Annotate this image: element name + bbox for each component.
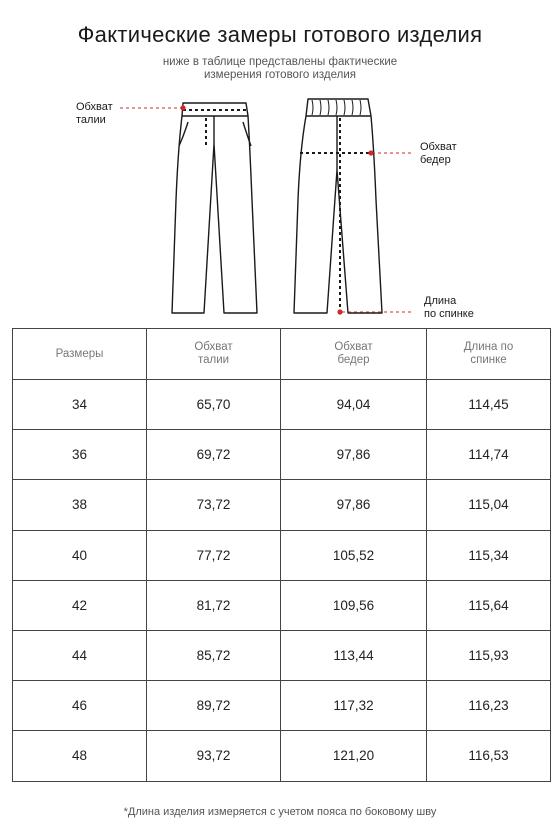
- hips-cell: 113,44: [281, 630, 427, 680]
- size-cell: 38: [13, 480, 147, 530]
- waist-cell: 93,72: [147, 731, 281, 781]
- size-cell: 36: [13, 430, 147, 480]
- size-cell: 42: [13, 580, 147, 630]
- subtitle-line-1: ниже в таблице представлены фактические: [162, 56, 398, 68]
- hips-cell: 117,32: [281, 681, 427, 731]
- trousers-diagram: [0, 0, 560, 330]
- size-cell: 34: [13, 380, 147, 430]
- length-cell: 114,45: [427, 380, 551, 430]
- waist-cell: 81,72: [147, 580, 281, 630]
- size-cell: 44: [13, 630, 147, 680]
- length-cell: 115,64: [427, 580, 551, 630]
- subtitle-line-2: измерения готового изделия: [203, 69, 357, 81]
- waist-label-line-2: талии: [76, 114, 106, 126]
- hips-cell: 109,56: [281, 580, 427, 630]
- length-cell: 115,04: [427, 480, 551, 530]
- length-callout-label: [424, 295, 474, 321]
- hips-cell: 97,86: [281, 430, 427, 480]
- table-row: [13, 580, 551, 630]
- length-cell: 115,93: [427, 630, 551, 680]
- table-row: [13, 681, 551, 731]
- hips-cell: 121,20: [281, 731, 427, 781]
- waist-cell: 85,72: [147, 630, 281, 680]
- waist-cell: 69,72: [147, 430, 281, 480]
- table-header-row: [13, 329, 551, 380]
- header-back-length: Длина по спинке: [427, 329, 551, 380]
- length-label-line-2: по спинке: [424, 308, 474, 320]
- table-row: [13, 630, 551, 680]
- footnote: *Длина изделия измеряется с учетом пояса по боковому шву: [123, 806, 437, 818]
- page-title: Фактические замеры готового изделия: [77, 22, 483, 47]
- waist-cell: 89,72: [147, 681, 281, 731]
- waist-cell: 73,72: [147, 480, 281, 530]
- hips-cell: 94,04: [281, 380, 427, 430]
- waist-cell: 65,70: [147, 380, 281, 430]
- hips-label-line-2: бедер: [420, 154, 451, 166]
- length-cell: 116,23: [427, 681, 551, 731]
- length-cell: 115,34: [427, 530, 551, 580]
- waist-cell: 77,72: [147, 530, 281, 580]
- table-row: [13, 731, 551, 781]
- table-row: [13, 430, 551, 480]
- table-row: [13, 480, 551, 530]
- hips-cell: 97,86: [281, 480, 427, 530]
- length-cell: 114,74: [427, 430, 551, 480]
- waist-callout-label: [76, 101, 113, 127]
- size-cell: 40: [13, 530, 147, 580]
- header-waist: Обхват талии: [147, 329, 281, 380]
- hips-label-line-1: Обхват: [420, 141, 457, 153]
- header-hips: Обхват бедер: [281, 329, 427, 380]
- waist-label-line-1: Обхват: [76, 101, 113, 113]
- length-label-line-1: Длина: [424, 295, 457, 307]
- size-cell: 48: [13, 731, 147, 781]
- hips-cell: 105,52: [281, 530, 427, 580]
- table-row: [13, 530, 551, 580]
- size-cell: 46: [13, 681, 147, 731]
- front-view-trousers: [172, 103, 257, 313]
- size-table: [12, 328, 551, 782]
- table-row: [13, 380, 551, 430]
- length-cell: 116,53: [427, 731, 551, 781]
- header-sizes: Размеры: [13, 329, 147, 380]
- back-view-trousers: [294, 99, 382, 313]
- hips-callout-label: [420, 141, 457, 167]
